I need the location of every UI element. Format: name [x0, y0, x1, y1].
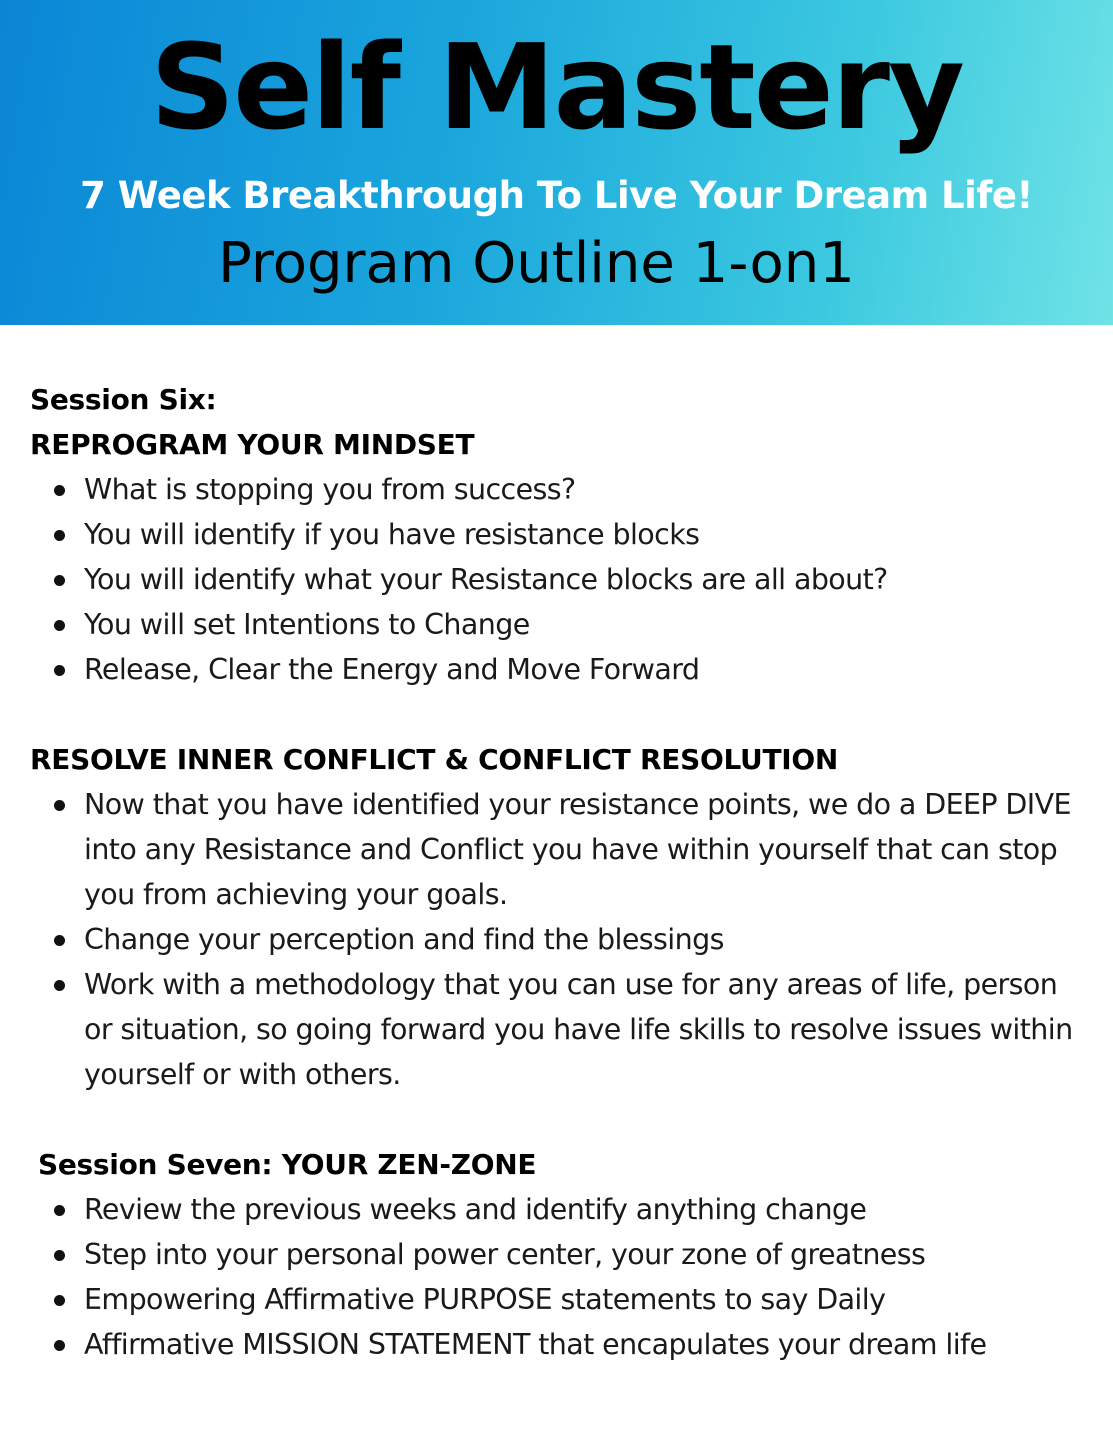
page-title: Self Mastery — [150, 18, 963, 156]
session-six-section — [30, 377, 1090, 692]
conflict-section — [30, 737, 1090, 1097]
session-six-heading: REPROGRAM YOUR MINDSET — [30, 428, 475, 461]
list-item: Affirmative MISSION STATEMENT that encapulates your dream life — [30, 1322, 1090, 1367]
list-item: Change your perception and find the blessings — [30, 917, 1090, 962]
list-item: Step into your personal power center, your zone of greatness — [30, 1232, 1090, 1277]
page-subtitle: 7 Week Breakthrough To Live Your Dream Life! — [80, 174, 1033, 217]
list-item: What is stopping you from success? — [30, 467, 1090, 512]
section-spacer — [30, 692, 1090, 737]
conflict-list — [30, 782, 1090, 1097]
list-item: Empowering Affirmative PURPOSE statements to say Daily — [30, 1277, 1090, 1322]
session-six-list — [30, 467, 1090, 692]
program-content — [30, 377, 1090, 1367]
program-outline-title: Program Outline 1-on1 — [218, 231, 855, 296]
list-item: You will identify if you have resistance blocks — [30, 512, 1090, 557]
list-item: Review the previous weeks and identify anything change — [30, 1187, 1090, 1232]
session-six-label: Session Six: — [30, 383, 217, 416]
list-item: You will set Intentions to Change — [30, 602, 1090, 647]
session-seven-section — [30, 1142, 1090, 1367]
conflict-heading: RESOLVE INNER CONFLICT & CONFLICT RESOLUTION — [30, 743, 839, 776]
list-item: Release, Clear the Energy and Move Forward — [30, 647, 1090, 692]
header-banner — [0, 0, 1113, 325]
list-item: You will identify what your Resistance blocks are all about? — [30, 557, 1090, 602]
list-item: Now that you have identified your resistance points, we do a DEEP DIVE into any Resistance and Conflict you have within yourself that can stop you from achieving your goals. — [30, 782, 1090, 917]
section-spacer — [30, 1097, 1090, 1142]
session-seven-heading: Session Seven: YOUR ZEN-ZONE — [38, 1148, 537, 1181]
list-item: Work with a methodology that you can use for any areas of life, person or situation, so going forward you have life skills to resolve issues within yourself or with others. — [30, 962, 1090, 1097]
session-seven-list — [30, 1187, 1090, 1367]
